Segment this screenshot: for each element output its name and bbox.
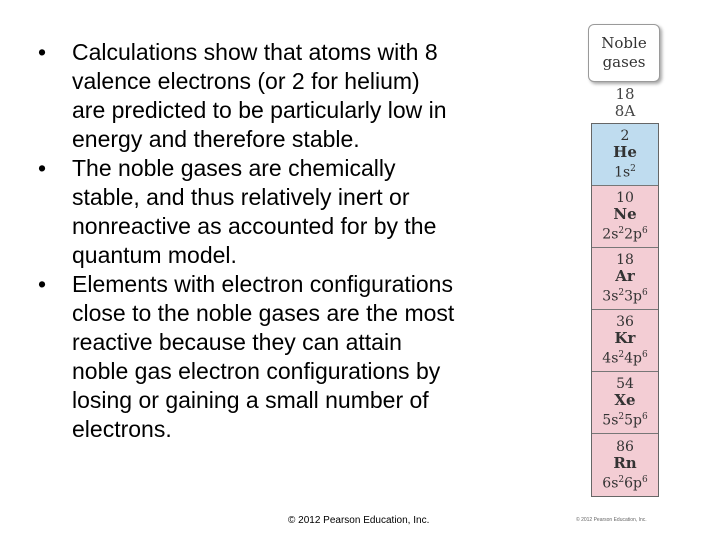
atomic-number: 10 — [616, 190, 634, 207]
group-name: 8A — [614, 102, 636, 120]
atomic-number: 18 — [616, 252, 634, 269]
header-line: gases — [602, 53, 646, 71]
orbital: 3s — [602, 288, 619, 305]
orbital: 2p — [624, 226, 642, 243]
element-cell-he — [592, 124, 658, 186]
group-label — [592, 86, 658, 120]
group-number: 18 — [615, 85, 635, 103]
electron-count: 6 — [641, 350, 648, 361]
element-symbol: Kr — [614, 329, 636, 348]
bullet-list — [28, 38, 458, 444]
bullet-marker: • — [37, 155, 47, 181]
element-cell-ar — [592, 248, 658, 310]
element-cell-xe — [592, 372, 658, 434]
electron-count: 2 — [618, 474, 625, 485]
element-symbol: Ar — [615, 267, 635, 286]
bullet-marker: • — [37, 39, 47, 65]
orbital: 5p — [624, 412, 642, 429]
bullet-text: Calculations show that atoms with 8 valence electrons (or 2 for helium) are predicted to be particularly low in energy and therefore stable. — [72, 39, 447, 152]
bullet-text: Elements with electron configurations close to the noble gases are the most reactive because they can attain noble gas electron configurations by losing or gaining a small number of electrons. — [72, 271, 455, 442]
orbital: 2s — [602, 226, 619, 243]
orbital: 3p — [624, 288, 642, 305]
element-symbol: He — [613, 143, 637, 162]
bullet-item — [28, 270, 458, 444]
electron-count: 2 — [618, 226, 625, 237]
orbital: 6p — [624, 475, 642, 492]
orbital: 6s — [602, 475, 619, 492]
bullet-item — [28, 154, 458, 270]
electron-configuration — [592, 161, 658, 181]
atomic-number: 86 — [616, 438, 634, 455]
electron-count: 2 — [618, 412, 625, 423]
noble-gases-header — [588, 24, 660, 82]
atomic-number: 54 — [616, 376, 634, 393]
element-cell-kr — [592, 310, 658, 372]
electron-configuration — [592, 472, 658, 492]
element-symbol: Xe — [614, 391, 636, 410]
copyright-text: © 2012 Pearson Education, Inc. — [288, 515, 430, 526]
orbital: 5s — [602, 412, 619, 429]
element-symbol: Ne — [613, 205, 637, 224]
noble-gases-column — [591, 123, 659, 497]
electron-configuration — [592, 347, 658, 367]
orbital: 1s — [614, 164, 631, 181]
element-symbol: Rn — [613, 453, 637, 472]
atomic-number: 2 — [620, 128, 630, 145]
element-cell-ne — [592, 186, 658, 248]
bullet-item — [28, 38, 458, 154]
electron-count: 6 — [641, 226, 648, 237]
bullet-text: The noble gases are chemically stable, and thus relatively inert or nonreactive as accounted for by the quantum model. — [72, 155, 437, 268]
electron-count: 6 — [641, 474, 648, 485]
bullet-marker: • — [37, 271, 47, 297]
element-cell-rn — [592, 434, 658, 496]
electron-count: 6 — [641, 412, 648, 423]
electron-configuration — [592, 223, 658, 243]
electron-count: 2 — [618, 288, 625, 299]
table-copyright: © 2012 Pearson Education, Inc. — [576, 517, 647, 523]
atomic-number: 36 — [616, 314, 634, 331]
orbital: 4s — [602, 350, 619, 367]
header-line: Noble — [601, 34, 647, 52]
orbital: 4p — [624, 350, 642, 367]
electron-configuration — [592, 409, 658, 429]
electron-count: 2 — [630, 164, 636, 175]
electron-count: 6 — [641, 288, 648, 299]
electron-configuration — [592, 285, 658, 305]
electron-count: 2 — [618, 350, 625, 361]
